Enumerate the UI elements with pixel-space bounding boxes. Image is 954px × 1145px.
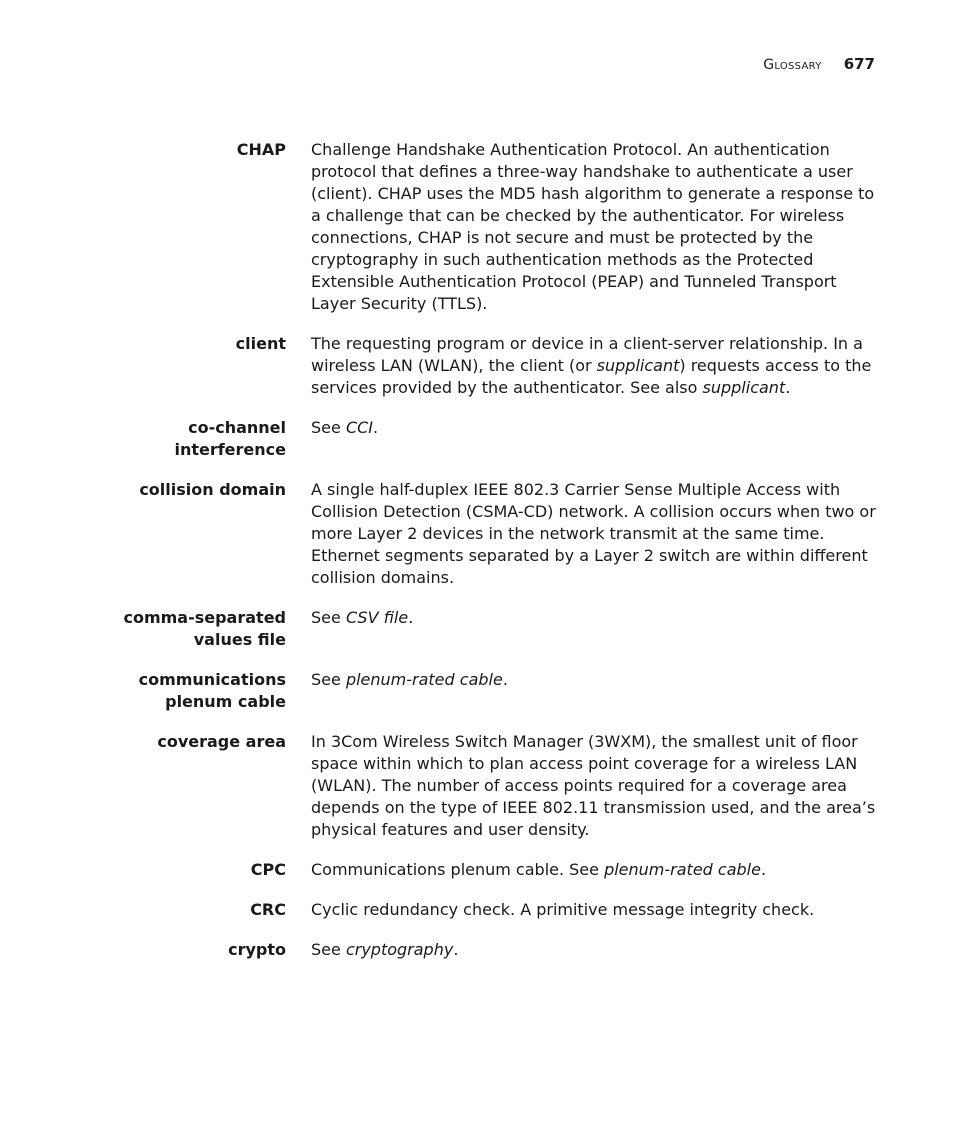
page-number: 677 bbox=[843, 55, 875, 73]
glossary-term-line: plenum cable bbox=[165, 692, 286, 711]
glossary-term-line: co-channel bbox=[188, 418, 286, 437]
glossary-entry bbox=[0, 417, 954, 461]
cross-reference-term: supplicant bbox=[596, 356, 680, 375]
definition-text: Challenge Handshake Authentication Protocol. An authentication protocol that defines a three-way handshake to authenticate a user (client). CHAP uses the MD5 hash algorithm to generate a response to a challenge that can be checked by the authenticator. For wireless connections, CHAP is not secure and must be protected by the cryptography in such authentication methods as the Protected Extensible Authentication Protocol (PEAP) and Tunneled Transport Layer Security (TTLS). bbox=[311, 140, 875, 313]
glossary-term: CHAP bbox=[236, 140, 286, 159]
glossary-term: CRC bbox=[250, 900, 286, 919]
definition-text: . bbox=[760, 860, 767, 879]
glossary-list bbox=[0, 139, 954, 979]
definition-text: See bbox=[311, 418, 346, 437]
definition-text: See bbox=[311, 608, 346, 627]
glossary-term: CPC bbox=[250, 860, 286, 879]
definition-text: Cyclic redundancy check. A primitive message integrity check. bbox=[311, 900, 815, 919]
glossary-term: coverage area bbox=[157, 732, 286, 751]
definition-text: . bbox=[502, 670, 508, 689]
glossary-term bbox=[0, 607, 286, 651]
header-section-title: Glossary bbox=[763, 57, 822, 73]
definition-text: . bbox=[785, 378, 791, 397]
glossary-entry bbox=[0, 939, 954, 961]
glossary-entry bbox=[0, 139, 954, 315]
definition-text: ) requests access to the services provided by the authenticator. See also bbox=[311, 356, 872, 397]
glossary-term-line: values file bbox=[193, 630, 286, 649]
glossary-entry bbox=[0, 669, 954, 713]
glossary-term: collision domain bbox=[139, 480, 286, 499]
definition-text: . bbox=[373, 418, 379, 437]
cross-reference-term: supplicant bbox=[702, 378, 786, 397]
glossary-definition bbox=[311, 139, 885, 315]
cross-reference-term: CSV file bbox=[345, 608, 409, 627]
definition-text: The requesting program or device in a client-server relationship. In a wireless LAN (WLAN), the client (or bbox=[311, 334, 863, 375]
glossary-term-line: communications bbox=[138, 670, 286, 689]
glossary-term bbox=[0, 669, 286, 713]
definition-text: Communications plenum cable. See bbox=[311, 860, 605, 879]
definition-text: See bbox=[311, 940, 346, 959]
glossary-definition bbox=[311, 417, 885, 439]
glossary-definition bbox=[311, 333, 885, 399]
glossary-definition bbox=[311, 731, 885, 841]
glossary-entry bbox=[0, 859, 954, 881]
definition-text: A single half-duplex IEEE 802.3 Carrier Sense Multiple Access with Collision Detection (CSMA-CD) network. A collision occurs when two or more Layer 2 devices in the network transmit at the same time. Ethernet segments separated by a Layer 2 switch are within different collision domains. bbox=[311, 480, 876, 587]
glossary-definition bbox=[311, 859, 885, 881]
cross-reference-term: plenum-rated cable bbox=[345, 670, 503, 689]
glossary-definition bbox=[311, 479, 885, 589]
glossary-term-line: interference bbox=[174, 440, 286, 459]
cross-reference-term: CCI bbox=[345, 418, 373, 437]
glossary-term: client bbox=[235, 334, 286, 353]
definition-text: . bbox=[408, 608, 414, 627]
glossary-entry bbox=[0, 607, 954, 651]
glossary-entry bbox=[0, 333, 954, 399]
definition-text: In 3Com Wireless Switch Manager (3WXM), the smallest unit of floor space within which to plan access point coverage for a wireless LAN (WLAN). The number of access points required for a coverage area depends on the type of IEEE 802.11 transmission used, and the area’s physical features and user density. bbox=[311, 732, 876, 839]
glossary-definition bbox=[311, 607, 885, 629]
glossary-entry bbox=[0, 731, 954, 841]
definition-text: . bbox=[453, 940, 459, 959]
glossary-term-line: comma-separated bbox=[123, 608, 286, 627]
cross-reference-term: plenum-rated cable bbox=[604, 860, 761, 879]
glossary-entry bbox=[0, 899, 954, 921]
running-header bbox=[763, 55, 875, 73]
glossary-term bbox=[0, 417, 286, 461]
glossary-definition bbox=[311, 939, 885, 961]
glossary-entry bbox=[0, 479, 954, 589]
glossary-definition bbox=[311, 669, 885, 691]
definition-text: See bbox=[311, 670, 346, 689]
glossary-definition bbox=[311, 899, 885, 921]
glossary-term: crypto bbox=[228, 940, 286, 959]
cross-reference-term: cryptography bbox=[345, 940, 454, 959]
